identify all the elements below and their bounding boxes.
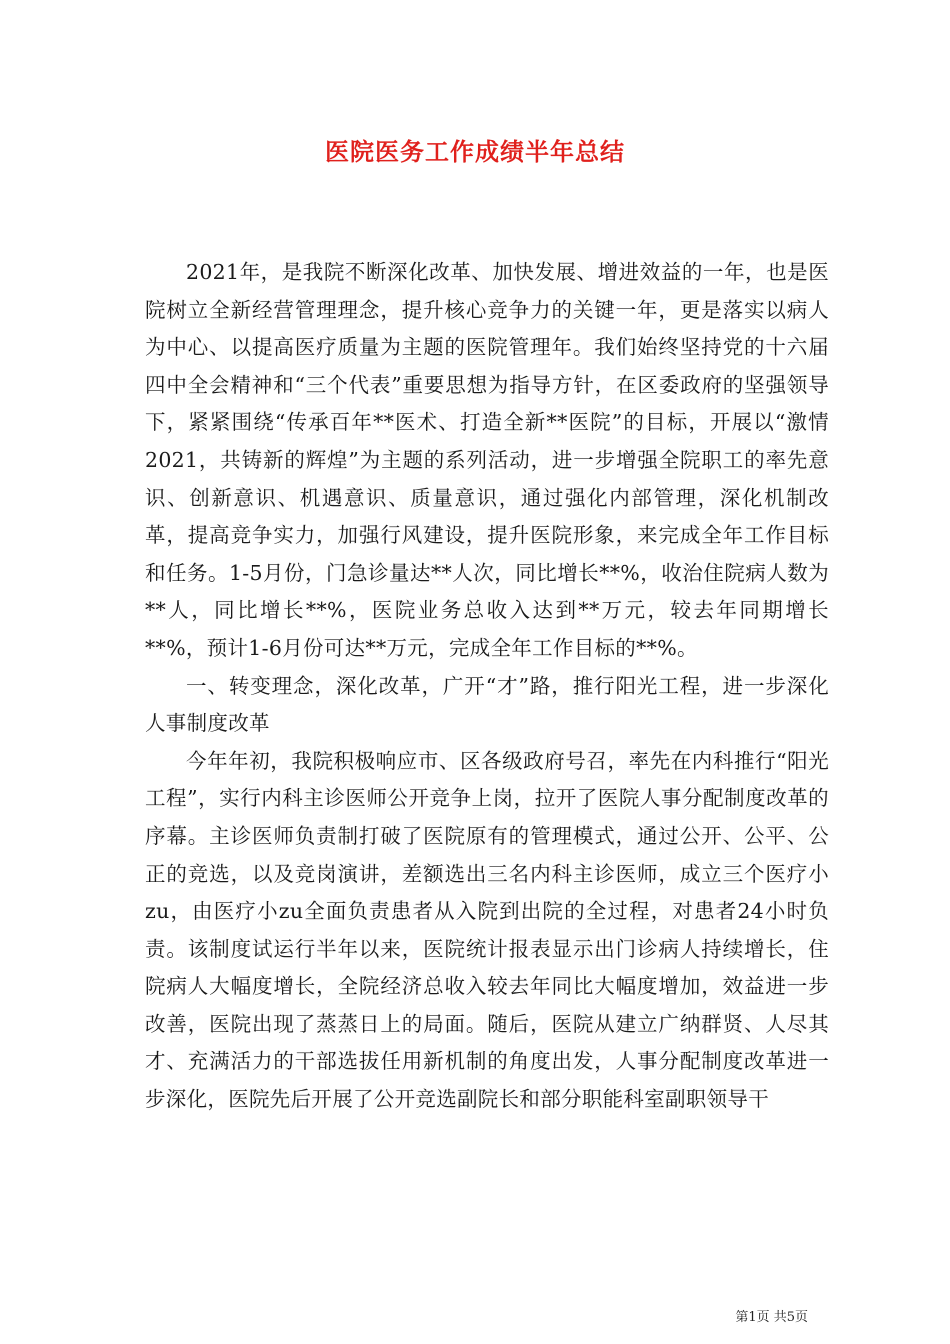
paragraph-section-1: 今年年初，我院积极响应市、区各级政府号召，率先在内科推行“阳光工程”，实行内科主诊医师公开竞争上岗，拉开了医院人事分配制度改革的序幕。主诊医师负责制打破了医院原有的管理模式，通过公开、公平、公正的竞选，以及竞岗演讲，差额选出三名内科主诊医师，成立三个医疗小zu，由医疗小zu全面负责患者从入院到出院的全过程，对患者24小时负责。该制度试运行半年以来，医院统计报表显示出门诊病人持续增长，住院病人大幅度增长，全院经济总收入较去年同比大幅度增加，效益进一步改善，医院出现了蒸蒸日上的局面。随后，医院从建立广纳群贤、人尽其才、充满活力的干部选拔任用新机制的角度出发，人事分配制度改革进一步深化，医院先后开展了公开竞选副院长和部分职能科室副职领导干 [145,748,829,1112]
document-title: 医院医务工作成绩半年总结 [325,137,625,166]
document-body [145,254,829,1119]
section-heading-1: 一、转变理念，深化改革，广开“才”路，推行阳光工程，进一步深化人事制度改革 [145,673,829,736]
paragraph-intro: 2021年，是我院不断深化改革、加快发展、增进效益的一年，也是医院树立全新经营管理理念，提升核心竞争力的关键一年，更是落实以病人为中心、以提高医疗质量为主题的医院管理年。我们始终坚持党的十六届四中全会精神和“三个代表”重要思想为指导方针，在区委政府的坚强领导下，紧紧围绕“传承百年**医术、打造全新**医院”的目标，开展以“激情2021，共铸新的辉煌”为主题的系列活动，进一步增强全院职工的率先意识、创新意识、机遇意识、质量意识，通过强化内部管理，深化机制改革，提高竞争实力，加强行风建设，提升医院形象，来完成全年工作目标和任务。1-5月份，门急诊量达**人次，同比增长**%，收治住院病人数为**人，同比增长**%，医院业务总收入达到**万元，较去年同期增长**%，预计1-6月份可达**万元，完成全年工作目标的**%。 [145,260,829,660]
page-number-indicator: 第1页 共5页 [735,1310,808,1325]
